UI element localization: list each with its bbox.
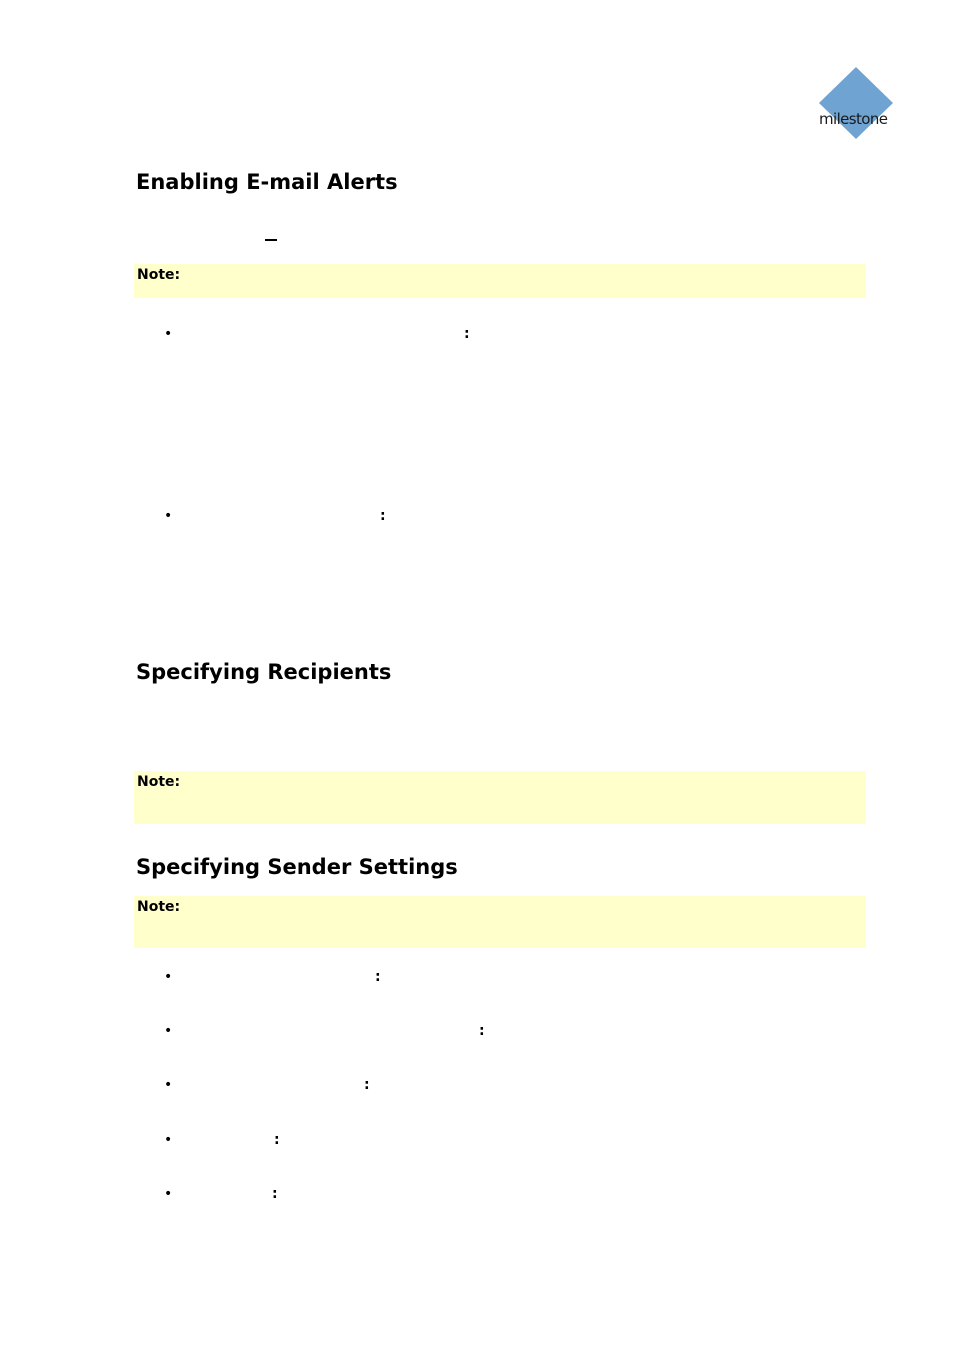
milestone-logo (818, 66, 894, 140)
underline-mark (265, 239, 277, 241)
bullet-icon: • (164, 969, 173, 985)
bullet-colon: : (274, 1132, 280, 1148)
diamond-logo-icon (818, 66, 894, 140)
bullet-colon: : (464, 326, 470, 342)
bullet-colon: : (375, 969, 381, 985)
note-label: Note: (137, 899, 181, 915)
bullet-icon: • (164, 1132, 173, 1148)
heading-enabling-email-alerts: Enabling E-mail Alerts (136, 170, 398, 194)
note-box-enabling (134, 264, 866, 298)
bullet-colon: : (272, 1186, 278, 1202)
heading-specifying-recipients: Specifying Recipients (136, 660, 392, 684)
note-box-recipients (134, 771, 866, 824)
note-label: Note: (137, 774, 181, 790)
heading-specifying-sender-settings: Specifying Sender Settings (136, 855, 458, 879)
bullet-icon: • (164, 508, 173, 524)
bullet-icon: • (164, 326, 173, 342)
bullet-colon: : (479, 1023, 485, 1039)
bullet-colon: : (364, 1077, 370, 1093)
note-label: Note: (137, 267, 181, 283)
bullet-icon: • (164, 1023, 173, 1039)
logo-wordmark: milestone (819, 110, 888, 128)
bullet-icon: • (164, 1186, 173, 1202)
note-box-sender (134, 896, 866, 948)
bullet-colon: : (380, 508, 386, 524)
bullet-icon: • (164, 1077, 173, 1093)
